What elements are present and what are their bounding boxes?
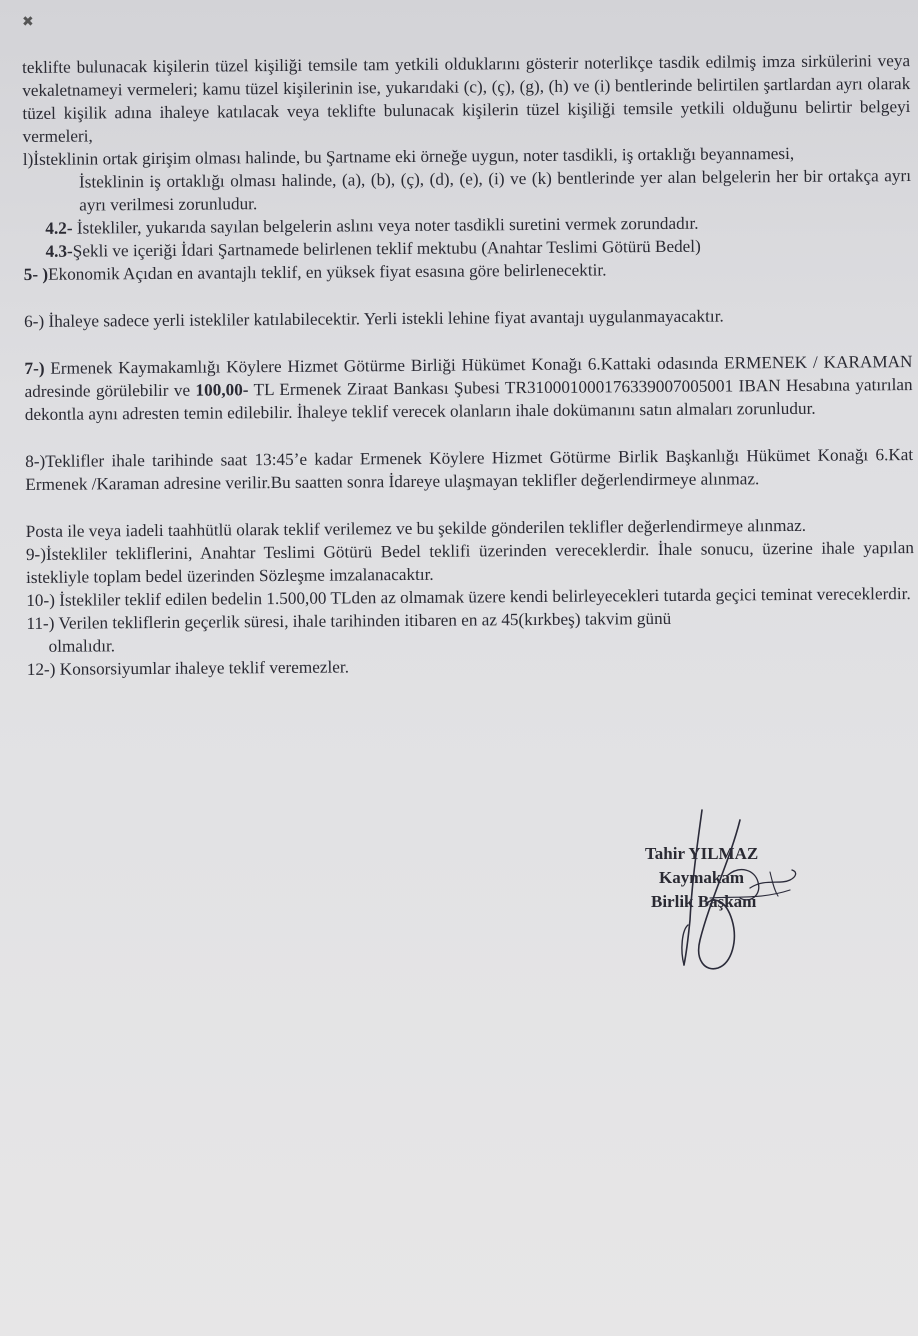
corner-mark: ✖ [22,15,34,30]
paragraph-6: 6-) İhaleye sadece yerli istekliler katılabilecektir. Yerli istekli lehine fiyat avantajı uygulanmayacaktır. [24,306,724,331]
paragraph-8: 8-)Teklifler ihale tarihinde saat 13:45’e kadar Ermenek Köylere Hizmet Götürme Birlik Başkanlığı Hükümet Konağı 6.Kat Ermenek /Karaman adresine verilir.Bu saatten sonra İdareye ulaşmayan teklifler değerlendirmeye alınmaz. [25,445,914,494]
paragraph-partnership: İsteklinin iş ortaklığı olması halinde, (a), (b), (ç), (d), (e), (i) ve (k) bentlerinde yer alan belgelerin her bir ortakça ayrı ayrı verilmesi zorunludur. [78,166,912,215]
document-body [22,49,915,681]
signatory-title: Kaymakam [659,868,744,887]
paragraph-11: 11-) Verilen tekliflerin geçerlik süresi, ihale tarihinden itibaren en az 45(kırkbeş) takvim günü [26,608,672,633]
paragraph-7-amount: 100,00- [195,380,249,400]
paragraph-12: 12-) Konsorsiyumlar ihaleye teklif veremezler. [26,657,350,679]
paragraph-10: 10-) İstekliler teklif edilen bedelin 1.500,00 TLden az olmamak üzere kendi belirleyecekleri tutarda geçici teminat vereceklerdir. [26,584,911,610]
handwritten-signature [640,800,810,980]
paragraph-4-2-text: İstekliler, yukarıda sayılan belgelerin aslını veya noter tasdikli suretini vermek zorundadır. [72,213,699,238]
paragraph-9: 9-)İstekliler tekliflerini, Anahtar Teslimi Götürü Bedel teklifi üzerinden vereceklerdir. İhale sonucu, üzerine ihale yapılan istekliyle toplam bedel üzerinden Sözleşme imzalanacaktır. [25,538,914,587]
paragraph-4-3-number: 4.3- [45,241,73,261]
paragraph-7-text-b: TL Ermenek Ziraat Bankası Şubesi TR310001000176339007005001 IBAN Hesabına yatırılan dekontla aynı adresten temin edilebilir. İhaleye teklif verecek olanların ihale dokümanını satın almaları zorunludur. [24,375,913,424]
paragraph-5-text: Ekonomik Açıdan en avantajlı teklif, en yüksek fiyat esasına göre belirlenecektir. [47,260,607,284]
paragraph-7-text-a: Ermenek Kaymakamlığı Köylere Hizmet Götürme Birliği Hükümet Konağı 6.Kattaki odasında ERMENEK / KARAMAN adresinde görülebilir ve [24,352,913,401]
paragraph-11-cont: olmalıdır. [48,636,116,656]
paragraph-legal-entity: teklifte bulunacak kişilerin tüzel kişiliği temsile tam yetkili olduklarını gösterir noterlikçe tasdik edilmiş imza sirkülerini veya vekaletnameyi vermeleri; kamu tüzel kişilerinin ise, yukarıdaki (c), (ç), (g), (h) ve (i) bentlerinde belirtilen şartlardan ayrı olarak tüzel kişilik adına ihaleye katılacak veya teklifte bulunacak kişilerin tüzel kişiliği temsile yetkili olduğunu belirtir belgeyi vermeleri, [22,51,911,146]
paragraph-7-number: 7-) [24,358,45,378]
paragraph-5-number: 5- ) [23,264,49,284]
paragraph-4-3-text: Şekli ve içeriği İdari Şartnamede belirlenen teklif mektubu (Anahtar Teslimi Götürü Bedel) [72,236,701,261]
paragraph-posta: Posta ile veya iadeli taahhütlü olarak teklif verilemez ve bu şekilde gönderilen teklifler değerlendirmeye alınmaz. [25,515,807,541]
signatory-role: Birlik Başkanı [651,892,757,911]
paragraph-4-2-number: 4.2- [45,218,73,238]
signatory-name: Tahir YILMAZ [645,844,759,863]
paragraph-7 [24,350,913,426]
paragraph-joint-venture: l)İsteklinin ortak girişim olması halinde, bu Şartname eki örneğe uygun, noter tasdikli, iş ortaklığı beyannamesi, [22,143,795,169]
